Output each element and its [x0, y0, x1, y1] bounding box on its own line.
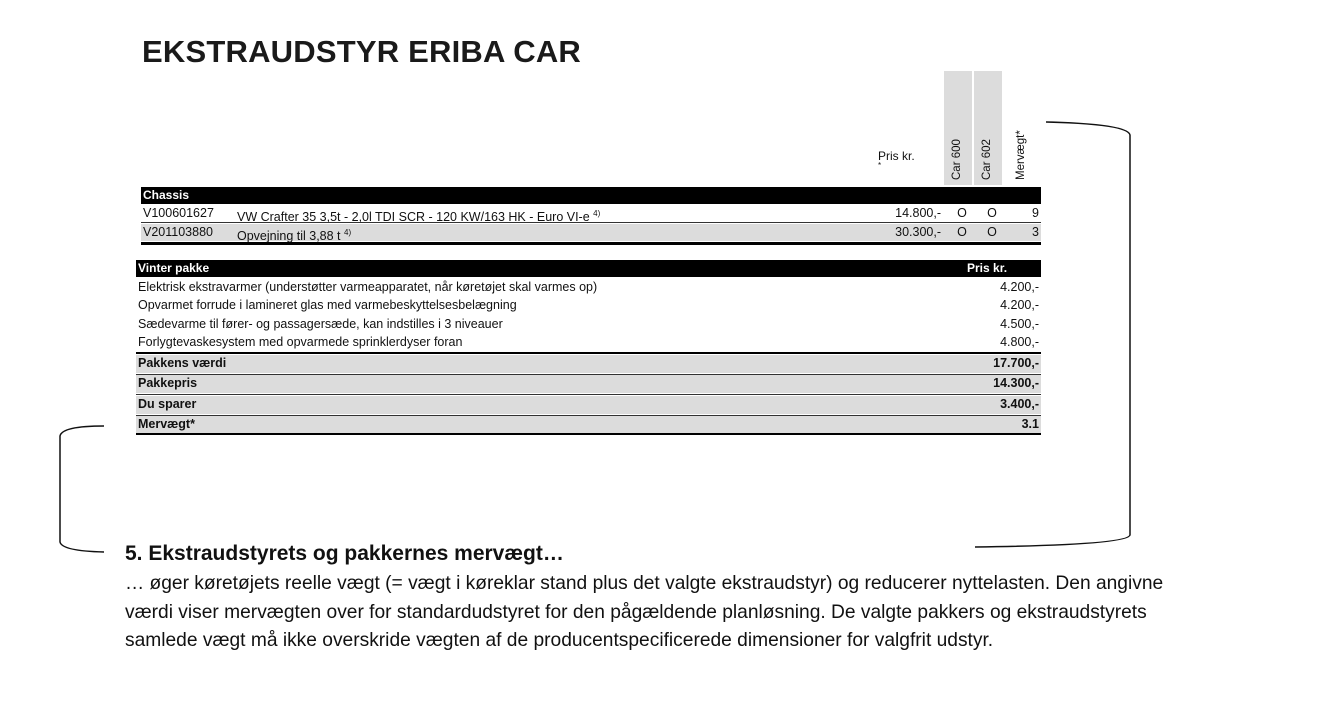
package-item-price: 4.200,- — [1000, 280, 1039, 294]
summary-label: Mervægt* — [138, 417, 195, 431]
footnote-ref: 4) — [593, 209, 601, 218]
price-column-footnote: * — [878, 161, 882, 170]
explanation-heading: 5. Ekstraudstyrets og pakkernes mervægt… — [125, 542, 564, 565]
car602-status: O — [987, 225, 997, 239]
column-header-car602: Car 602 — [981, 139, 993, 180]
summary-label: Du sparer — [138, 397, 197, 411]
winter-header-label: Vinter pakke — [138, 261, 210, 275]
summary-value: 3.400,- — [1000, 397, 1039, 411]
summary-label: Pakkepris — [138, 376, 198, 390]
car600-status: O — [957, 206, 967, 220]
package-item-description: Sædevarme til fører- og passagersæde, kan indstilles i 3 niveauer — [138, 317, 503, 331]
package-item-price: 4.500,- — [1000, 317, 1039, 331]
summary-value: 14.300,- — [993, 376, 1039, 390]
item-description: VW Crafter 35 3,5t - 2,0l TDI SCR - 120 KW/163 HK - Euro VI-e $^{4)}$ — [237, 209, 601, 225]
package-item-price: 4.200,- — [1000, 298, 1039, 312]
winter-price-label: Pris kr. — [967, 261, 1008, 275]
package-item-description: Forlygtevaskesystem med opvarmede sprinklerdyser foran — [138, 335, 463, 349]
footnote-ref: 4) — [344, 228, 352, 237]
car600-status: O — [957, 225, 967, 239]
summary-value: 17.700,- — [993, 356, 1039, 370]
chassis-header-bar: Chassis — [141, 187, 1041, 204]
column-header-car600: Car 600 — [951, 139, 963, 180]
column-header-weight: Mervægt* — [1015, 130, 1027, 180]
item-weight: 3 — [1032, 225, 1039, 239]
item-price: 14.800,- — [895, 206, 941, 220]
item-description: Opvejning til 3,88 t $^{4)}$ — [237, 228, 352, 244]
car602-status: O — [987, 206, 997, 220]
summary-label: Pakkens værdi — [138, 356, 227, 370]
explanation-text: … øger køretøjets reelle vægt (= vægt i køreklar stand plus det valgte ekstraudstyr) og reducerer nyttelasten. Den angivne værdi viser mervægten over for standardudstyret for den pågældende planløsning. De valgte pakkers og ekstraudstyrets samlede vægt må ikke overskride vægten af de producentspecificerede dimensioner for valgfrit udstyr. — [125, 573, 1164, 651]
package-item-price: 4.800,- — [1000, 335, 1039, 349]
right-bracket — [975, 122, 1130, 547]
item-code: V100601627 — [143, 206, 214, 220]
package-item-description: Opvarmet forrude i lamineret glas med varmebeskyttelsesbelægning — [138, 298, 517, 312]
package-item-description: Elektrisk ekstravarmer (understøtter varmeapparatet, når køretøjet skal varmes op) — [138, 280, 598, 294]
page-title: EKSTRAUDSTYR ERIBA CAR — [142, 34, 581, 69]
left-bracket — [60, 426, 104, 552]
price-column-label: Pris kr. — [878, 149, 915, 163]
item-weight: 9 — [1032, 206, 1039, 220]
item-price: 30.300,- — [895, 225, 941, 239]
item-code: V201103880 — [143, 225, 213, 239]
summary-value: 3.1 — [1021, 417, 1039, 431]
